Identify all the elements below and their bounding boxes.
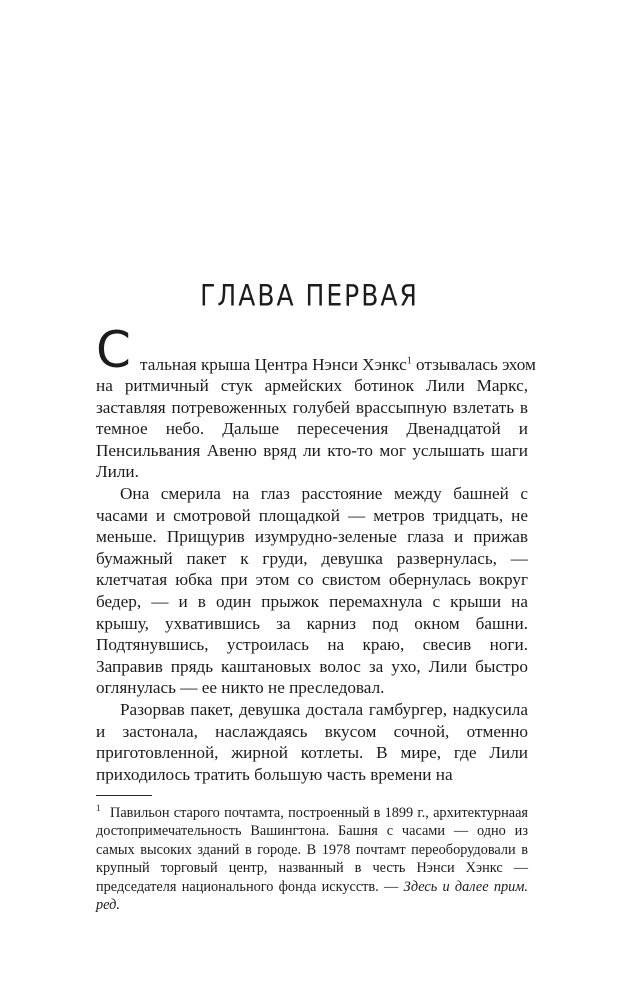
drop-cap: С [96, 321, 131, 379]
editor-note: Здесь и далее прим. ред. [96, 878, 528, 914]
body-text [96, 375, 528, 785]
footnote-reference[interactable]: 1 [406, 355, 412, 367]
footnote: 1 Павильон старого почтамта, построенный в 1899 г., архитектурнаая достопримечательность Вашингтона. Башня с часами — одно из самых высоких зданий в городе. В 1978 почтамт переоборудовали в крупный торговый центр, названный в честь Нэнси Хэнкс — председателя национального фонда искусств. — Здесь и далее прим. ред. [96, 803, 528, 914]
first-line-tail: отзывалась эхом [411, 355, 536, 374]
paragraph-1-rest: на ритмичный стук армейских ботинок Лили Маркс, заставляя потревоженных голубей врассыпную взлетать в темное небо. Дальше пересечения Двенадцатой и Пенсильвания Авеню вряд ли кто-то мог услышать шаги Лили. [96, 376, 528, 482]
first-line [140, 354, 536, 376]
footnote-text: Павильон старого почтамта, построенный в 1899 г., архитектурнаая достопримечательность Вашингтона. Башня с часами — одно из самых высоких зданий в городе. В 1978 почтамт переоборудовали в крупный торговый центр, названный в честь Нэнси Хэнкс — председателя национального фонда искусств. — [96, 805, 528, 895]
paragraph-3: Разорвав пакет, девушка достала гамбургер, надкусила и застонала, наслаждаясь вкусом сочной, отменно приготовленной, жирной котлеты. В мире, где Лили приходилось тратить большую часть времени на [96, 699, 528, 784]
footnote-divider [96, 795, 152, 796]
paragraph-2: Она смерила на глаз расстояние между башней с часами и смотровой площадкой — метров тридцать, не меньше. Прищурив изумрудно-зеленые глаза и прижав бумажный пакет к груди, девушка развернулась, — клетчатая юбка при этом со свистом обернулась вокруг бедер, — и в один прыжок перемахнула с крыши на крышу, ухватившись за карниз под окном башни. Подтянувшись, устроилась на краю, свесив ноги. Заправив прядь каштановых волос за ухо, Лили быстро оглянулась — ее никто не преследовал. [96, 483, 528, 698]
first-line-text: тальная крыша Центра Нэнси Хэнкс [140, 355, 407, 374]
chapter-title: ГЛАВА ПЕРВАЯ [200, 278, 419, 313]
